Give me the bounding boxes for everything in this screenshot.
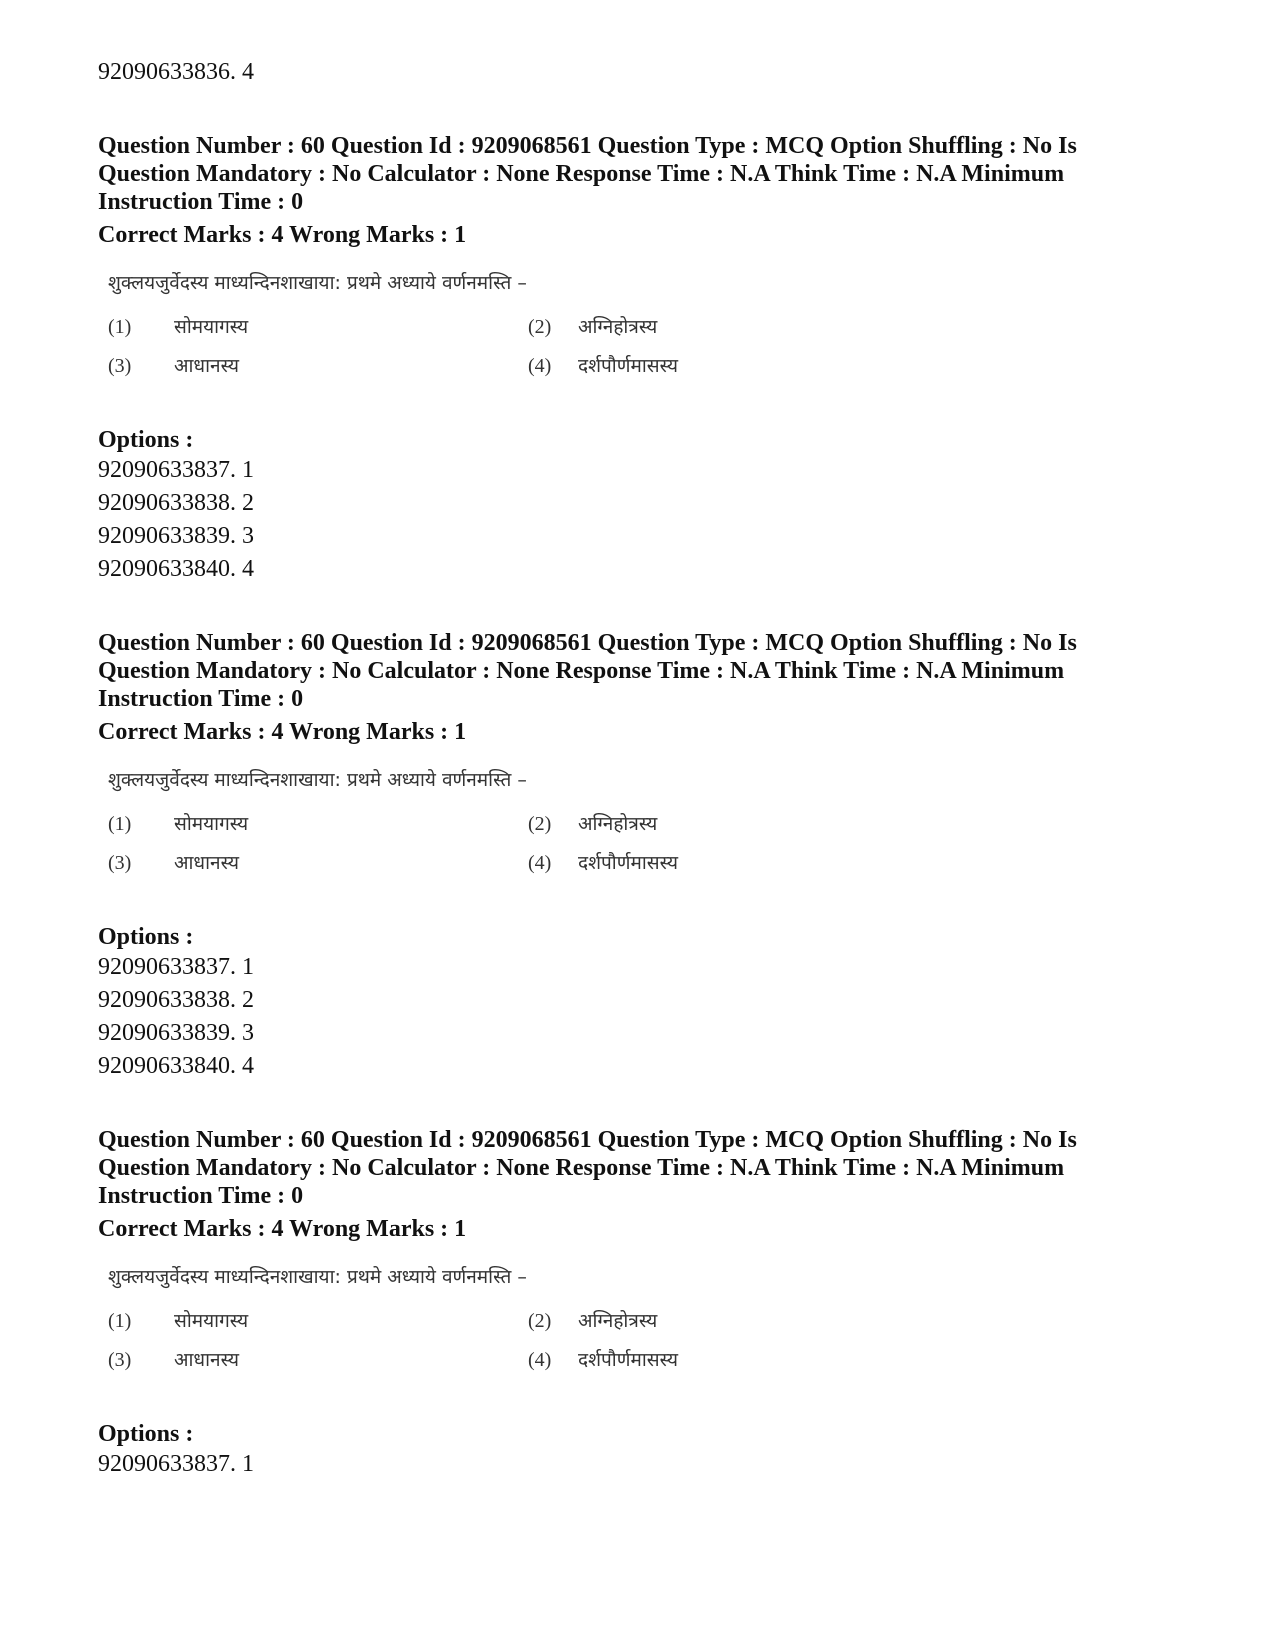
question-image — [98, 1255, 1178, 1420]
option-line: 92090633838. 2 — [98, 490, 254, 516]
choice-3: (3) आधानस्य — [108, 1349, 239, 1371]
question-header-line-3: Instruction Time : 0 — [98, 1183, 304, 1209]
document-page — [98, 56, 1178, 1481]
question-header-line-1: Question Number : 60 Question Id : 9209068561 Question Type : MCQ Option Shuffling : No Is — [98, 630, 1077, 656]
question-header-line-2: Question Mandatory : No Calculator : None Response Time : N.A Think Time : N.A Minimum — [98, 1155, 1065, 1181]
choice-2: (2) अग्निहोत्रस्य — [528, 1310, 658, 1332]
option-line: 92090633838. 2 — [98, 987, 254, 1013]
question-stem: शुक्लयजुर्वेदस्य माध्यन्दिनशाखाया: प्रथमे अध्याये वर्णनमस्ति – — [108, 272, 527, 294]
choice-1: (1) सोमयागस्य — [108, 1310, 249, 1332]
question-header-line-1: Question Number : 60 Question Id : 9209068561 Question Type : MCQ Option Shuffling : No Is — [98, 133, 1077, 159]
choice-4: (4) दर्शपौर्णमासस्य — [528, 355, 678, 377]
marks-line: Correct Marks : 4 Wrong Marks : 1 — [98, 222, 467, 248]
question-header-line-3: Instruction Time : 0 — [98, 686, 304, 712]
option-line: 92090633840. 4 — [98, 556, 254, 582]
question-header-line-3: Instruction Time : 0 — [98, 189, 304, 215]
option-line: 92090633839. 3 — [98, 1020, 254, 1046]
question-image — [98, 261, 1178, 426]
choice-3: (3) आधानस्य — [108, 852, 239, 874]
previous-option-line: 92090633836. 4 — [98, 59, 254, 85]
marks-line: Correct Marks : 4 Wrong Marks : 1 — [98, 719, 467, 745]
option-line: 92090633837. 1 — [98, 1451, 254, 1477]
choice-1: (1) सोमयागस्य — [108, 316, 249, 338]
option-line: 92090633840. 4 — [98, 1053, 254, 1079]
question-stem: शुक्लयजुर्वेदस्य माध्यन्दिनशाखाया: प्रथमे अध्याये वर्णनमस्ति – — [108, 1266, 527, 1288]
options-label: Options : — [98, 1421, 194, 1447]
choice-4: (4) दर्शपौर्णमासस्य — [528, 1349, 678, 1371]
question-header-line-1: Question Number : 60 Question Id : 9209068561 Question Type : MCQ Option Shuffling : No Is — [98, 1127, 1077, 1153]
question-block — [98, 132, 1178, 586]
option-line: 92090633837. 1 — [98, 457, 254, 483]
question-block — [98, 1126, 1178, 1481]
options-label: Options : — [98, 924, 194, 950]
marks-line: Correct Marks : 4 Wrong Marks : 1 — [98, 1216, 467, 1242]
choice-4: (4) दर्शपौर्णमासस्य — [528, 852, 678, 874]
question-header-line-2: Question Mandatory : No Calculator : None Response Time : N.A Think Time : N.A Minimum — [98, 161, 1065, 187]
choice-3: (3) आधानस्य — [108, 355, 239, 377]
choice-2: (2) अग्निहोत्रस्य — [528, 813, 658, 835]
question-image — [98, 758, 1178, 923]
option-line: 92090633837. 1 — [98, 954, 254, 980]
option-line: 92090633839. 3 — [98, 523, 254, 549]
question-header-line-2: Question Mandatory : No Calculator : None Response Time : N.A Think Time : N.A Minimum — [98, 658, 1065, 684]
choice-2: (2) अग्निहोत्रस्य — [528, 316, 658, 338]
question-stem: शुक्लयजुर्वेदस्य माध्यन्दिनशाखाया: प्रथमे अध्याये वर्णनमस्ति – — [108, 769, 527, 791]
choice-1: (1) सोमयागस्य — [108, 813, 249, 835]
question-block — [98, 629, 1178, 1083]
options-label: Options : — [98, 427, 194, 453]
